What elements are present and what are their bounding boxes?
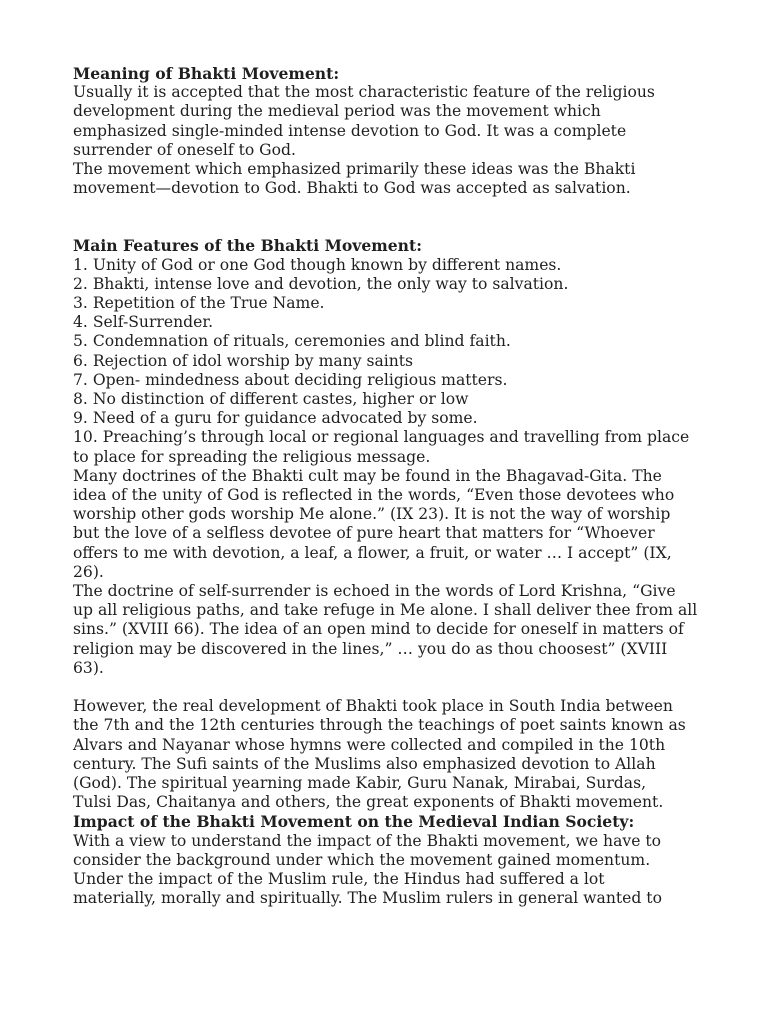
section-heading: Impact of the Bhakti Movement on the Medieval Indian Society: bbox=[73, 812, 635, 832]
text-line: 63). bbox=[73, 658, 104, 677]
section-meaning bbox=[73, 64, 703, 198]
text-line: Usually it is accepted that the most characteristic feature of the religious bbox=[73, 83, 655, 102]
text-line: The movement which emphasized primarily these ideas was the Bhakti bbox=[73, 160, 636, 179]
text-line: religion may be discovered in the lines,” … you do as thou choosest” (XVIII bbox=[73, 639, 668, 658]
text-line: sins.” (XVIII 66). The idea of an open mind to decide for oneself in matters of bbox=[73, 620, 684, 639]
list-item: 9. Need of a guru for guidance advocated by some. bbox=[73, 409, 478, 428]
list-item: 6. Rejection of idol worship by many saints bbox=[73, 351, 414, 370]
text-line: With a view to understand the impact of the Bhakti movement, we have to bbox=[73, 831, 662, 850]
text-line: but the love of a selfless devotee of pure heart that matters for “Whoever bbox=[73, 524, 655, 543]
text-line: emphasized single-minded intense devotion to God. It was a complete bbox=[73, 121, 627, 140]
list-item: 10. Preaching’s through local or regional languages and travelling from place bbox=[73, 428, 690, 447]
spacer bbox=[73, 198, 703, 236]
text-line: surrender of oneself to God. bbox=[73, 140, 296, 159]
text-line: Tulsi Das, Chaitanya and others, the great exponents of Bhakti movement. bbox=[73, 793, 664, 812]
section-heading: Meaning of Bhakti Movement: bbox=[73, 64, 340, 83]
text-line: Under the impact of the Muslim rule, the Hindus had suffered a lot bbox=[73, 869, 605, 888]
section-main-features bbox=[73, 236, 703, 678]
text-line: century. The Sufi saints of the Muslims also emphasized devotion to Allah bbox=[73, 754, 656, 773]
text-line: (God). The spiritual yearning made Kabir, Guru Nanak, Mirabai, Surdas, bbox=[73, 773, 647, 792]
text-line: consider the background under which the movement gained momentum. bbox=[73, 850, 651, 869]
text-line: idea of the unity of God is reflected in the words, “Even those devotees who bbox=[73, 486, 675, 505]
list-item: 3. Repetition of the True Name. bbox=[73, 294, 325, 313]
section-impact bbox=[73, 812, 703, 908]
list-item: to place for spreading the religious message. bbox=[73, 447, 431, 466]
section-development bbox=[73, 697, 703, 812]
list-item: 7. Open- mindedness about deciding religious matters. bbox=[73, 370, 508, 389]
text-line: development during the medieval period was the movement which bbox=[73, 102, 601, 121]
list-item: 5. Condemnation of rituals, ceremonies and blind faith. bbox=[73, 332, 511, 351]
spacer bbox=[73, 678, 703, 697]
text-line: Alvars and Nayanar whose hymns were collected and compiled in the 10th bbox=[73, 735, 666, 754]
list-item: 2. Bhakti, intense love and devotion, the only way to salvation. bbox=[73, 274, 569, 293]
text-line: movement—devotion to God. Bhakti to God was accepted as salvation. bbox=[73, 179, 631, 198]
text-line: Many doctrines of the Bhakti cult may be found in the Bhagavad-Gita. The bbox=[73, 466, 662, 485]
text-line: The doctrine of self-surrender is echoed in the words of Lord Krishna, “Give bbox=[73, 582, 676, 601]
text-line: the 7th and the 12th centuries through the teachings of poet saints known as bbox=[73, 716, 686, 735]
text-line: worship other gods worship Me alone.” (IX 23). It is not the way of worship bbox=[73, 505, 671, 524]
text-line: offers to me with devotion, a leaf, a flower, a fruit, or water … I accept” (IX, bbox=[73, 543, 672, 562]
document-page bbox=[73, 64, 703, 908]
list-item: 8. No distinction of different castes, higher or low bbox=[73, 390, 469, 409]
list-item: 1. Unity of God or one God though known by different names. bbox=[73, 255, 562, 274]
list-item: 4. Self-Surrender. bbox=[73, 313, 214, 332]
text-line: materially, morally and spiritually. The Muslim rulers in general wanted to bbox=[73, 889, 662, 908]
text-line: up all religious paths, and take refuge in Me alone. I shall deliver thee from all bbox=[73, 601, 698, 620]
text-line: However, the real development of Bhakti took place in South India between bbox=[73, 697, 673, 716]
section-heading: Main Features of the Bhakti Movement: bbox=[73, 236, 422, 256]
text-line: 26). bbox=[73, 562, 104, 581]
